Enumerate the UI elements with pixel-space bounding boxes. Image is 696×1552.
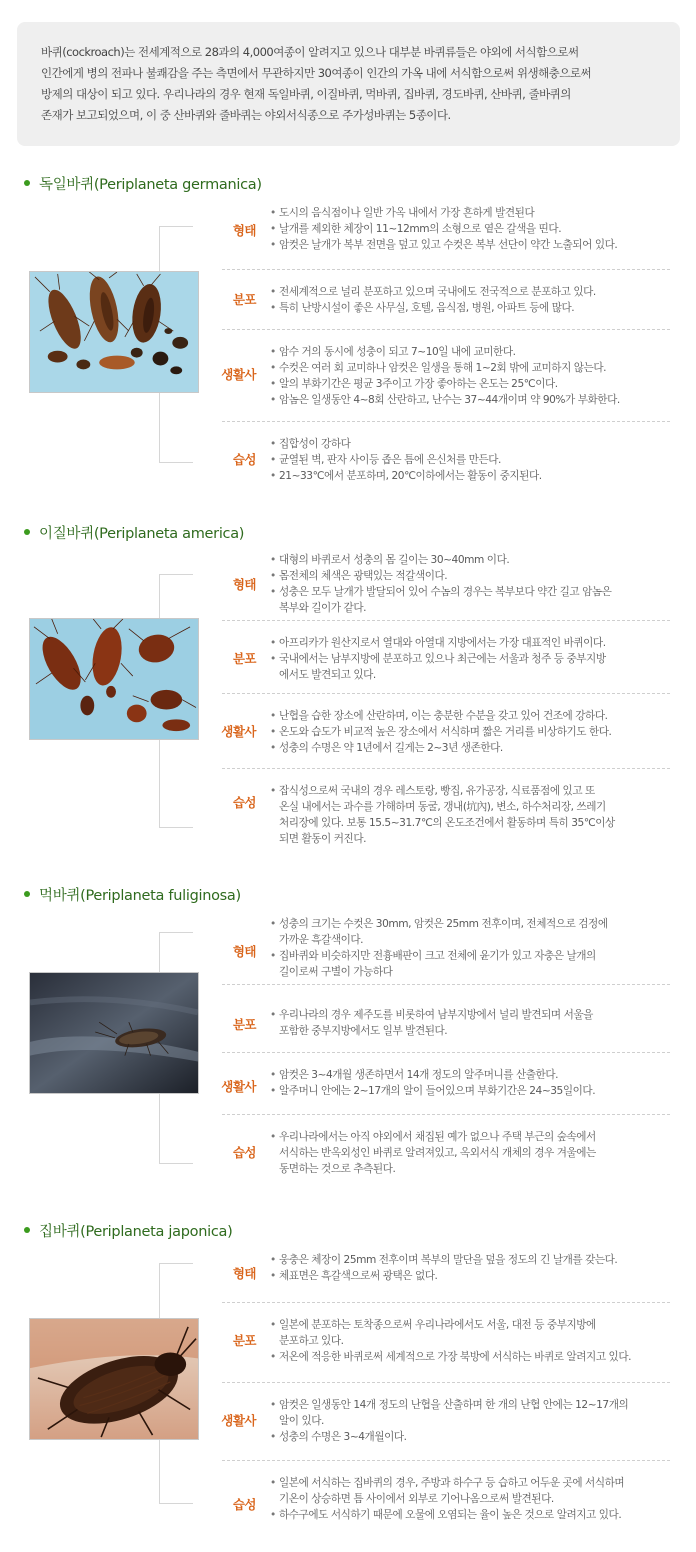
info-row-habits — [222, 768, 670, 852]
intro-line: 방제의 대상이 되고 있다. 우리나라의 경우 현재 독일바퀴, 이질바퀴, 먹바퀴, 집바퀴, 경도바퀴, 산바퀴, 줄바퀴의 — [41, 87, 571, 101]
list-item: • 균열된 벽, 판자 사이등 좁은 틈에 은신처를 만든다. — [270, 452, 680, 468]
bullet-dot-icon — [24, 180, 30, 186]
row-items — [270, 552, 680, 616]
german-cockroach-photo — [29, 271, 199, 393]
info-row-morphology — [222, 203, 670, 269]
row-items — [270, 1397, 680, 1445]
list-item: • 날개를 제외한 체장이 11~12mm의 소형으로 옅은 갈색을 띤다. — [270, 221, 680, 237]
info-row-habits — [222, 1460, 670, 1530]
info-row-distribution — [222, 984, 670, 1052]
row-label: 생활사 — [221, 1079, 256, 1094]
list-item: • 성충은 모두 날개가 발달되어 있어 수놈의 경우는 복부보다 약간 길고 암놈은 복부와 길이가 같다. — [270, 584, 680, 616]
list-item: • 우리나라의 경우 제주도를 비롯하여 남부지방에서 널리 발견되며 서울을 포함한 중부지방에서도 일부 발견된다. — [270, 1007, 680, 1039]
list-item: • 온도와 습도가 비교적 높은 장소에서 서식하며 짧은 거리를 비상하기도 한다. — [270, 724, 680, 740]
species-title-text: 독일바퀴(Periplaneta germanica) — [39, 176, 262, 193]
species-title-text: 먹바퀴(Periplaneta fuliginosa) — [39, 887, 241, 904]
intro-line: 바퀴(cockroach)는 전세계적으로 28과의 4,000여종이 알려지고 있으나 대부분 바퀴류들은 야외에 서식함으로써 — [41, 45, 579, 59]
row-items — [270, 1475, 680, 1523]
intro-box — [17, 22, 680, 146]
row-items — [270, 1007, 680, 1039]
info-row-lifecycle — [222, 693, 670, 767]
row-label: 형태 — [232, 944, 256, 959]
row-items — [270, 1252, 680, 1284]
list-item: • 성충의 크기는 수컷은 30mm, 암컷은 25mm 전후이며, 전체적으로 검정에 가까운 흑갈색이다. — [270, 916, 680, 948]
list-item: • 웅충은 체장이 25mm 전후이며 복부의 말단을 덮을 정도의 긴 날개를 갖는다. — [270, 1252, 680, 1268]
info-row-morphology — [222, 1250, 670, 1302]
info-row-distribution — [222, 620, 670, 690]
row-label: 생활사 — [221, 367, 256, 382]
list-item: • 성충의 수명은 약 1년에서 길게는 2~3년 생존한다. — [270, 740, 680, 756]
row-items — [270, 708, 680, 756]
list-item: • 일본에 서식하는 집바퀴의 경우, 주방과 하수구 등 습하고 어두운 곳에 서식하며 기온이 상승하면 틈 사이에서 외부로 기어나옴으로써 발견된다. — [270, 1475, 680, 1507]
row-items — [270, 1317, 680, 1365]
row-items — [270, 783, 680, 847]
row-items — [270, 635, 680, 683]
info-row-lifecycle — [222, 1382, 670, 1460]
species-title — [24, 1220, 232, 1240]
list-item: • 하수구에도 서식하기 때문에 오물에 오염되는 율이 높은 것으로 알려지고 있다. — [270, 1507, 680, 1523]
bullet-dot-icon — [24, 891, 30, 897]
list-item: • 알의 부화기간은 평균 3주이고 가장 좋아하는 온도는 25℃이다. — [270, 376, 680, 392]
smokybrown-cockroach-photo — [29, 972, 199, 1094]
list-item: • 잡식성으로써 국내의 경우 레스토랑, 빵집, 유가공장, 식료품점에 있고 또 온실 내에서는 과수를 가해하며 동굴, 갱내(坑內), 변소, 하수처리장, 쓰레기 처리장에 있다. 보통 15.5~31.7℃의 온도조건에서 활동하며 특히 35℃이상 되면 활동이 커진다. — [270, 783, 680, 847]
species-title — [24, 884, 241, 904]
bullet-dot-icon — [24, 529, 30, 535]
row-items — [270, 436, 680, 484]
list-item: • 수컷은 여러 회 교미하나 암컷은 일생을 통해 1~2회 밖에 교미하지 않는다. — [270, 360, 680, 376]
list-item: • 집바퀴와 비슷하지만 전흉배판이 크고 전체에 윤기가 있고 자충은 날개의 길이로써 구별이 가능하다 — [270, 948, 680, 980]
list-item: • 암컷은 일생동안 14개 정도의 난협을 산출하며 한 개의 난협 안에는 12~17개의 알이 있다. — [270, 1397, 680, 1429]
row-items — [270, 344, 680, 408]
row-items — [270, 1129, 680, 1177]
list-item: • 암놈은 일생동안 4~8회 산란하고, 난수는 37~44개이며 약 90%가 부화한다. — [270, 392, 680, 408]
row-items — [270, 916, 680, 980]
info-row-distribution — [222, 269, 670, 329]
row-label: 분포 — [232, 651, 256, 666]
list-item: • 대형의 바퀴로서 성충의 몸 길이는 30~40mm 이다. — [270, 552, 680, 568]
info-row-lifecycle — [222, 329, 670, 421]
list-item: • 암컷은 날개가 복부 전면을 덮고 있고 수컷은 복부 선단이 약간 노출되어 있다. — [270, 237, 680, 253]
row-items — [270, 284, 680, 316]
list-item: • 알주머니 안에는 2~17개의 알이 들어있으며 부화기간은 24~35일이다. — [270, 1083, 680, 1099]
list-item: • 아프리카가 원산지로서 열대와 아열대 지방에서는 가장 대표적인 바퀴이다. — [270, 635, 680, 651]
list-item: • 암컷은 3~4개월 생존하면서 14개 정도의 알주머니를 산출한다. — [270, 1067, 680, 1083]
species-section-japanese — [0, 1220, 696, 1530]
list-item: • 성충의 수명은 3~4개월이다. — [270, 1429, 680, 1445]
row-label: 분포 — [232, 1333, 256, 1348]
japanese-cockroach-photo — [29, 1318, 199, 1440]
species-title-text: 이질바퀴(Periplaneta america) — [39, 525, 245, 542]
row-label: 습성 — [232, 452, 256, 467]
row-label: 형태 — [232, 223, 256, 238]
row-label: 생활사 — [221, 1413, 256, 1428]
row-label: 형태 — [232, 1266, 256, 1281]
list-item: • 일본에 분포하는 토착종으로써 우리나라에서도 서울, 대전 등 중부지방에 분포하고 있다. — [270, 1317, 680, 1349]
row-label: 분포 — [232, 1017, 256, 1032]
list-item: • 난협을 습한 장소에 산란하며, 이는 충분한 수분을 갖고 있어 건조에 강하다. — [270, 708, 680, 724]
list-item: • 집합성이 강하다 — [270, 436, 680, 452]
list-item: • 암수 거의 동시에 성충이 되고 7~10일 내에 교미한다. — [270, 344, 680, 360]
list-item: • 21~33℃에서 분포하며, 20℃이하에서는 활동이 중지된다. — [270, 468, 680, 484]
row-label: 생활사 — [221, 724, 256, 739]
info-row-morphology — [222, 914, 670, 984]
list-item: • 국내에서는 남부지방에 분포하고 있으나 최근에는 서울과 청주 등 중부지방 에서도 발견되고 있다. — [270, 651, 680, 683]
american-cockroach-photo — [29, 618, 199, 740]
species-section-american — [0, 522, 696, 852]
info-row-lifecycle — [222, 1052, 670, 1114]
row-label: 습성 — [232, 1497, 256, 1512]
row-label: 형태 — [232, 577, 256, 592]
list-item: • 몸전체의 체색은 광택있는 적갈색이다. — [270, 568, 680, 584]
row-label: 분포 — [232, 292, 256, 307]
list-item: • 전세계적으로 널리 분포하고 있으며 국내에도 전국적으로 분포하고 있다. — [270, 284, 680, 300]
row-label: 습성 — [232, 795, 256, 810]
species-section-german — [0, 173, 696, 493]
species-title — [24, 522, 244, 542]
row-label: 습성 — [232, 1145, 256, 1160]
intro-line: 존재가 보고되었으며, 이 중 산바퀴와 줄바퀴는 야외서식종으로 주가성바퀴는 5종이다. — [41, 108, 451, 122]
list-item: • 체표면은 흑갈색으로써 광택은 없다. — [270, 1268, 680, 1284]
species-title — [24, 173, 262, 193]
row-items — [270, 1067, 680, 1099]
species-title-text: 집바퀴(Periplaneta japonica) — [39, 1223, 233, 1240]
row-items — [270, 205, 680, 253]
info-row-distribution — [222, 1302, 670, 1380]
bullet-dot-icon — [24, 1227, 30, 1233]
list-item: • 우리나라에서는 아직 야외에서 채집된 예가 없으나 주택 부근의 숲속에서 서식하는 반옥외성인 바퀴로 알려져있고, 옥외서식 개체의 경우 겨울에는 동면하는 것으로 추측된다. — [270, 1129, 680, 1177]
list-item: • 도시의 음식점이나 일반 가옥 내에서 가장 흔하게 발견된다 — [270, 205, 680, 221]
list-item: • 특히 난방시설이 좋은 사무실, 호텔, 음식점, 병원, 아파트 등에 많다. — [270, 300, 680, 316]
list-item: • 저온에 적응한 바퀴로써 세계적으로 가장 북방에 서식하는 바퀴로 알려지고 있다. — [270, 1349, 680, 1365]
species-section-smokybrown — [0, 884, 696, 1184]
intro-line: 인간에게 병의 전파나 불쾌감을 주는 측면에서 무관하지만 30여종이 인간의 가옥 내에 서식함으로써 위생해충으로써 — [41, 66, 592, 80]
info-row-habits — [222, 1114, 670, 1184]
info-row-habits — [222, 421, 670, 493]
